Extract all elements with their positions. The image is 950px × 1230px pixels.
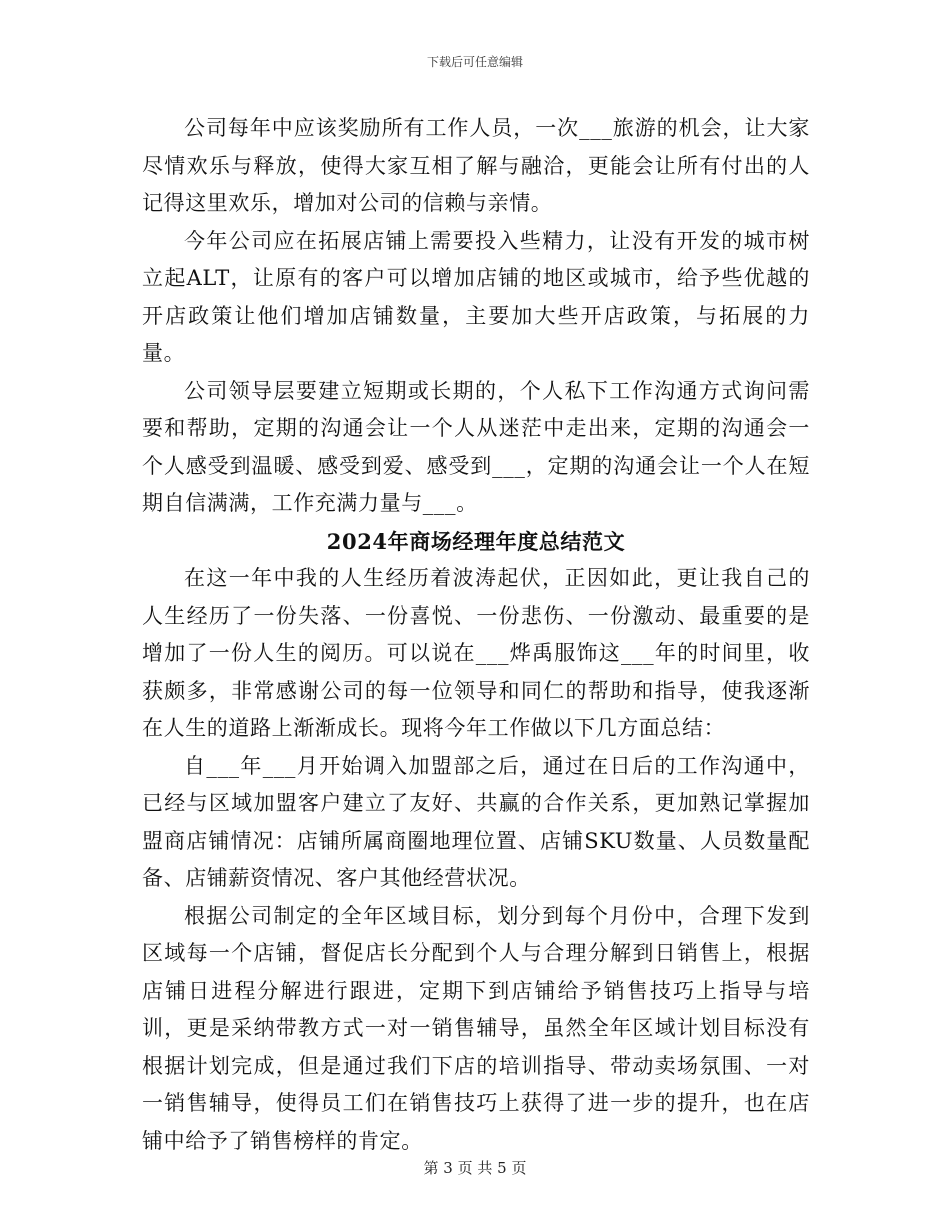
section-title: 2024年商场经理年度总结范文 [326, 528, 626, 554]
paragraph-franchise-department: 自___年___月开始调入加盟部之后，通过在日后的工作沟通中，已经与区域加盟客户建立了友好、共赢的合作关系，更加熟记掌握加盟商店铺情况：店铺所属商圈地理位置、店铺SKU数量、人员数量配备、店铺薪资情况、客户其他经营状况。 [142, 753, 810, 890]
page-header-note: 下载后可任意编辑 [426, 55, 523, 69]
page-number: 第 3 页 共 5 页 [423, 1159, 527, 1177]
paragraph-employee-reward: 公司每年中应该奖励所有工作人员，一次___旅游的机会，让大家尽情欢乐与释放，使得大家互相了解与融洽，更能会让所有付出的人记得这里欢乐，增加对公司的信赖与亲情。 [142, 116, 810, 215]
document-body [142, 110, 810, 1160]
paragraph-store-expansion: 今年公司应在拓展店铺上需要投入些精力，让没有开发的城市树立起ALT，让原有的客户可以增加店铺的地区或城市，给予些优越的开店政策让他们增加店铺数量，主要加大些开店政策，与拓展的力量。 [142, 228, 810, 365]
paragraph-year-review-intro: 在这一年中我的人生经历着波涛起伏，正因如此，更让我自己的人生经历了一份失落、一份喜悦、一份悲伤、一份激动、最重要的是增加了一份人生的阅历。可以说在___烨禹服饰这___年的时间里，收获颇多，非常感谢公司的每一位领导和同仁的帮助和指导，使我逐渐在人生的道路上渐渐成长。现将今年工作做以下几方面总结： [142, 566, 810, 740]
paragraph-sales-targets: 根据公司制定的全年区域目标，划分到每个月份中，合理下发到区域每一个店铺，督促店长分配到个人与合理分解到日销售上，根据店铺日进程分解进行跟进，定期下到店铺给予销售技巧上指导与培训，更是采纳带教方式一对一销售辅导，虽然全年区域计划目标没有根据计划完成，但是通过我们下店的培训指导、带动卖场氛围、一对一销售辅导，使得员工们在销售技巧上获得了进一步的提升，也在店铺中给予了销售榜样的肯定。 [142, 903, 810, 1153]
paragraph-leadership-communication: 公司领导层要建立短期或长期的，个人私下工作沟通方式询问需要和帮助，定期的沟通会让一个人从迷茫中走出来，定期的沟通会一个人感受到温暖、感受到爱、感受到___，定期的沟通会让一个人在短期自信满满，工作充满力量与___。 [142, 378, 810, 515]
